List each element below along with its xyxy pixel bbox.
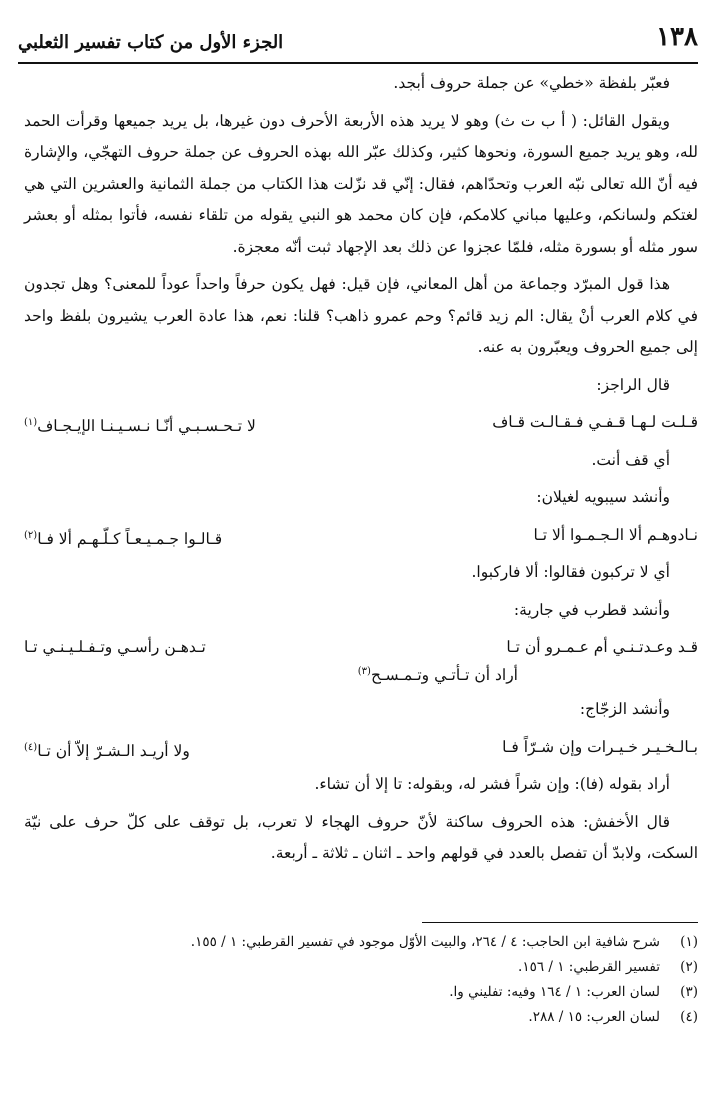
footnote-1 <box>24 930 698 955</box>
sibawayh-intro: وأنشد سيبويه لغيلان: <box>536 488 670 507</box>
page-number: ١٣٨ <box>656 22 698 52</box>
verse-2-first-hemistich: نـادوهـم ألا الـجـمـوا ألا تـا <box>533 525 698 544</box>
footnotes <box>24 930 698 1030</box>
header-rule <box>18 62 698 64</box>
rajez-intro: قال الراجز: <box>596 375 670 394</box>
main-text <box>24 68 698 876</box>
footnote-number: (٣) <box>680 984 698 1000</box>
footnote-4 <box>24 1005 698 1030</box>
verse-4 <box>24 732 698 768</box>
verse-3-first-hemistich: قـد وعـدتـنـي أم عـمـرو أن تـا <box>506 638 698 657</box>
footnote-number: (٢) <box>680 959 698 975</box>
verse-1 <box>24 407 698 443</box>
footnote-text: تفسير القرطبي: ١ / ١٥٦. <box>518 959 660 975</box>
zajjaj-intro: وأنشد الزجّاج: <box>579 700 670 719</box>
page-header <box>18 22 698 60</box>
verse-4-second-hemistich: ولا أريـد الـشـرّ إلاّ أن تـا <box>37 741 190 760</box>
verse-2-second <box>24 520 222 556</box>
footnote-ref-2: (٢) <box>24 529 38 541</box>
verse-4-first-hemistich: بـالـخـيـر خـيـرات وإن شـرّاً فـا <box>502 737 698 756</box>
verse-3 <box>24 632 698 694</box>
footnote-text: شرح شافية ابن الحاجب: ٤ / ٢٦٤، والبيت الأوّل موجود في تفسير القرطبي: ١ / ١٥٥. <box>190 934 660 950</box>
footnote-3 <box>24 980 698 1005</box>
paragraph-3: هذا قول المبرّد وجماعة من أهل المعاني، فإن قيل: فهل يكون حرفاً واحداً عوداً للمعنى؟ وهل تجدون في كلام العرب أنْ يقال: الم زيد قائم؟ وحم عمرو ذاهب؟ قلنا: نعم، هذا عادة العرب يشيرون بلفظ واحد إلى جميع الحروف ويعبّرون به عنه. <box>24 275 698 356</box>
footnote-separator <box>422 922 698 923</box>
paragraph-2: ويقول القائل: ( أ ب ت ث) وهو لا يريد هذه الأربعة الأحرف دون غيرها، بل يريد جميعها وقرأت الحمد لله، وهو يريد جميع السورة، ونحوها كثير، وكذلك عبّر الله بهذه الحروف عن جملة حروف التهجّي، والإشارة فيه أنّ الله تعالى نبّه العرب وتحدّاهم، فقال: إنّي قد نزّلت هذا الكتاب من جملة الثمانية والعشرين التي هي لغتكم ولسانكم، وعليها مباني كلامكم، فإن كان محمد هو النبي يقوله من تلقاء نفسه، فأتوا بمثله أو بعشر سور مثله أو بسورة مثله، فلمّا عجزوا عن ذلك بعد الإجهاد ثبت أنّه معجزة. <box>24 111 698 256</box>
footnote-text: لسان العرب: ١ / ١٦٤ وفيه: تفليني وا. <box>449 984 660 1000</box>
verse-2-gloss: أي لا تركبون فقالوا: ألا فاركبوا. <box>471 563 670 582</box>
footnote-text: لسان العرب: ١٥ / ٢٨٨. <box>528 1009 660 1025</box>
footnote-ref-4: (٤) <box>24 741 38 753</box>
verse-3-gloss-text: أراد أن تـأتـي وتـمـسـح <box>370 666 518 685</box>
footnote-ref-1: (١) <box>24 417 38 428</box>
verse-4-second <box>24 732 190 768</box>
qutrub-intro: وأنشد قطرب في جارية: <box>513 600 670 619</box>
verse-2 <box>24 520 698 556</box>
footnote-number: (٤) <box>680 1009 698 1025</box>
verse-3-gloss <box>358 656 518 692</box>
verse-2-second-hemistich: قـالـوا جـمـيـعـاً كـلّـهـم ألا فـا <box>37 529 223 548</box>
footnote-number: (١) <box>680 934 698 950</box>
verse-1-gloss: أي قف أنت. <box>591 450 670 469</box>
running-title: الجزء الأول من كتاب تفسير الثعلبي <box>18 32 284 53</box>
verse-1-first-hemistich: قـلـت لـهـا قـفـي فـقـالـت قـاف <box>492 413 698 431</box>
verse-1-second <box>24 407 256 443</box>
verse-3-second-hemistich: تـدهـن رأسـي وتـفـلـيـنـي تـا <box>24 638 206 657</box>
footnote-2 <box>24 955 698 980</box>
verse-1-second-hemistich: لا تـحـسـبـي أنّـا نـسـيـنـا الإيـجـاف <box>37 417 256 436</box>
verse-4-gloss: أراد بقوله (فا): وإن شراً فشر له، وبقوله: تا إلا أن تشاء. <box>314 775 670 794</box>
akhfash-paragraph: قال الأخفش: هذه الحروف ساكنة لأنّ حروف الهجاء لا تعرب، بل توقف على كلّ حرف على نيّة السكت، ولابدّ أن تفصل بالعدد في قولهم واحد ـ اثنان ـ ثلاثة ـ أربعة. <box>24 812 698 863</box>
paragraph-1: فعبّر بلفظة «خطي» عن جملة حروف أبجد. <box>393 74 670 92</box>
footnote-ref-3: (٣) <box>357 666 371 678</box>
